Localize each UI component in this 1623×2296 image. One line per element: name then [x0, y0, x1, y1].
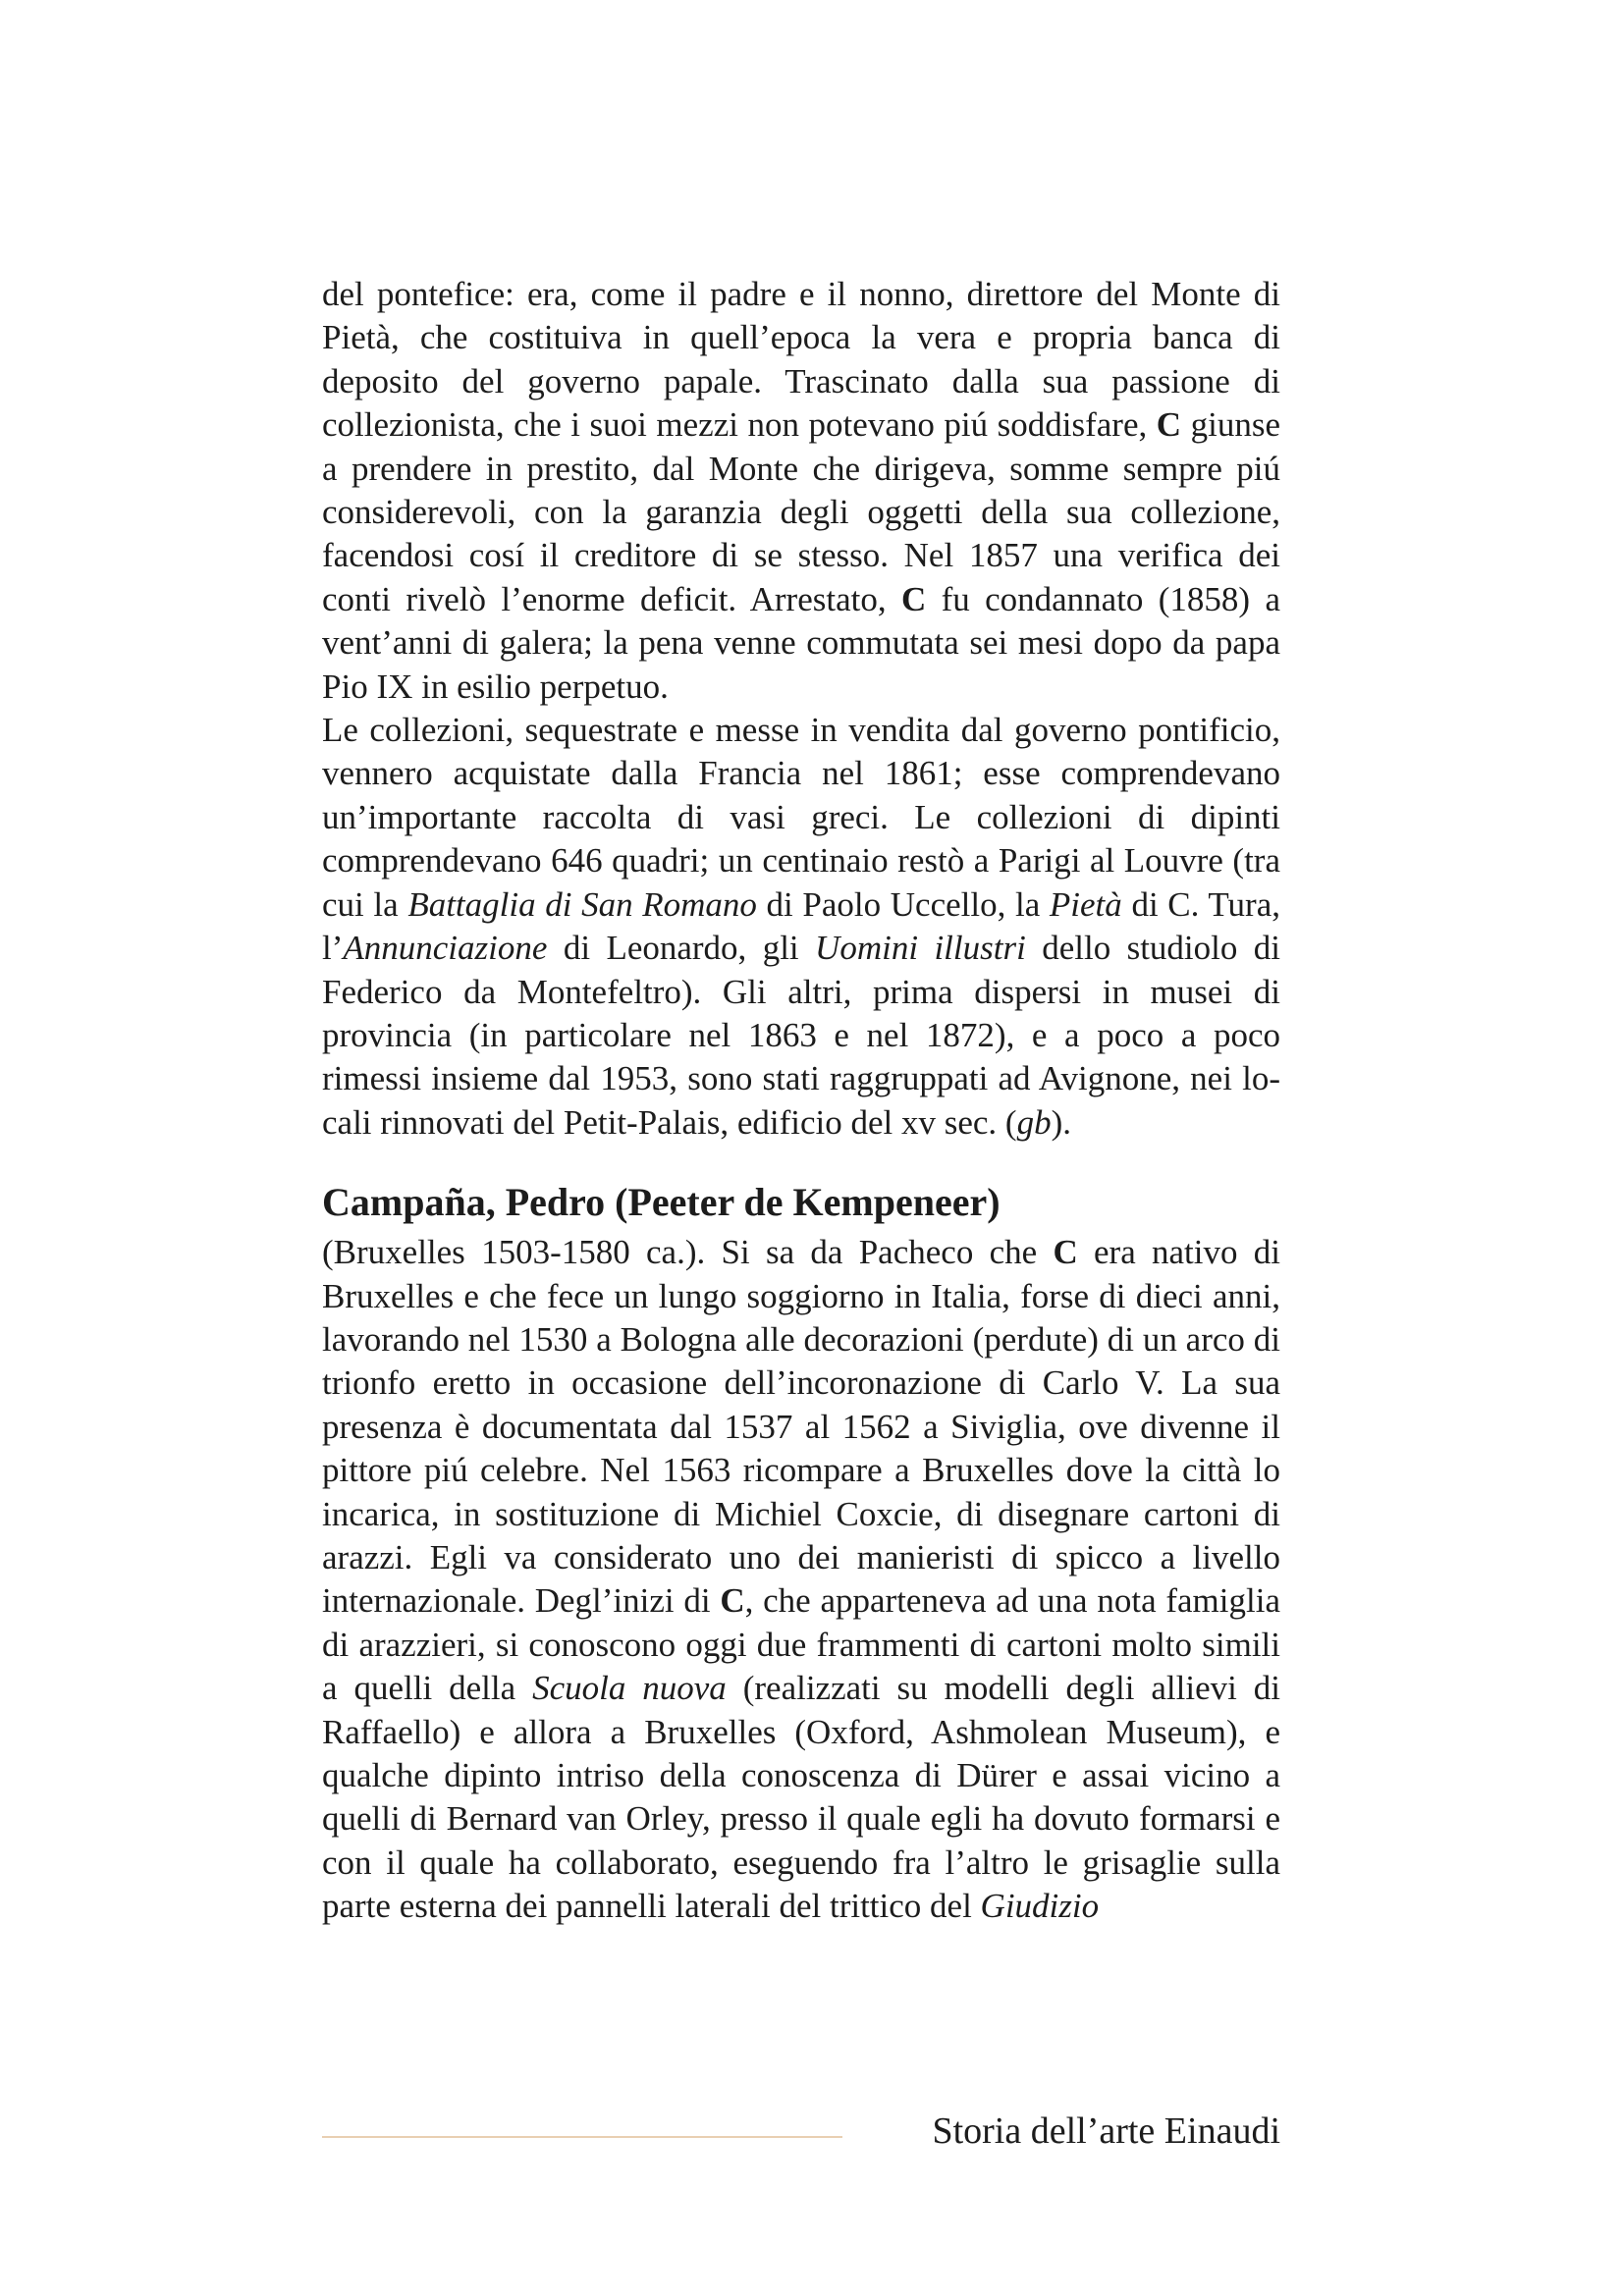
text-run: del pontefice: era, come il padre e il nonno, direttore del Monte di Pietà, che costituiva in quell’epoca la vera e propria banca di deposito del governo papale. Trascinato dalla sua passione di collezionista, che i suoi mezzi non potevano piú soddisfare, [322, 275, 1280, 445]
text-run: giunse a prendere in prestito, dal Monte che dirigeva, somme sempre piú considerevoli, con la garanzia degli oggetti della sua collezione, facendosi cosí il creditore di se stesso. Nel 1857 una verifica dei conti rivelò l’enorme deficit. Arrestato, [322, 405, 1280, 618]
text-run: , che apparteneva ad una nota famiglia di arazzieri, si conoscono oggi due frammenti di cartoni molto simili a quelli della [322, 1581, 1280, 1708]
page-footer [322, 2109, 1280, 2158]
text-run: era nativo di Bruxelles e che fece un lungo soggiorno in Italia, forse di dieci anni, lavorando nel 1530 a Bologna alle decorazioni (perdute) di un arco di trionfo eretto in occasione dell’incoronazione di Carlo V. La sua presenza è documentata dal 1537 al 1562 a Siviglia, ove divenne il pittore piú celebre. Nel 1563 ricompare a Bruxelles dove la città lo incarica, in sostituzione di Michiel Coxcie, di disegnare cartoni di arazzi. Egli va considerato uno dei manieristi di spicco a livello internazionale. Degl’inizi di [322, 1233, 1280, 1621]
paragraph-campana-entry [322, 1231, 1280, 1929]
italic-run: Scuola nuova [532, 1669, 727, 1708]
paragraph-continuation [322, 273, 1280, 709]
paragraph-collections [322, 709, 1280, 1145]
italic-run: Pietà [1049, 884, 1122, 924]
text-run: di Leonardo, gli [547, 929, 816, 968]
text-run: ). [1051, 1102, 1071, 1142]
italic-run: Annunciazione [343, 929, 548, 968]
bold-run: C [1053, 1233, 1078, 1272]
text-run: di C. Tura, l’ [322, 884, 1281, 968]
text-run: Le collezioni, sequestrate e messe in vendita dal governo pontificio, vennero acquistate dalla Francia nel 1861; esse comprendevano un’importante raccolta di vasi greci. Le collezioni di dipinti comprendevano 646 quadri; un centinaio restò a Parigi al Louvre (tra cui la [322, 711, 1280, 924]
text-column [322, 273, 1280, 1929]
bold-run: C [720, 1581, 745, 1621]
italic-run: Giudizio [980, 1887, 1100, 1926]
text-run: (Bruxelles 1503-1580 ca.). Si sa da Pacheco che [322, 1233, 1054, 1272]
footer-rule [322, 2136, 842, 2138]
footer-title: Storia dell’arte Einaudi [932, 2110, 1280, 2152]
text-run: dello studiolo di Federico da Montefeltro). Gli altri, prima dispersi in musei di provincia (in particolare nel 1863 e nel 1872), e a poco a poco rimessi insieme dal 1953, sono stati raggruppati ad Avignone, nei locali rinnovati del Petit-Palais, edificio del xv sec. ( [322, 929, 1281, 1142]
bold-run: C [1156, 405, 1182, 445]
entry-heading: Campaña, Pedro (Peeter de Kempeneer) [322, 1180, 1001, 1225]
italic-run: gb [1016, 1102, 1052, 1142]
italic-run: Uomini illustri [815, 929, 1026, 968]
bold-run: C [900, 579, 927, 618]
italic-run: Battaglia di San Romano [407, 884, 757, 924]
text-run: fu condannato (1858) a vent’anni di galera; la pena venne commutata sei mesi dopo da papa Pio IX in esilio perpetuo. [322, 579, 1280, 706]
text-run: di Paolo Uccello, la [756, 884, 1050, 924]
text-run: (realizzati su modelli degli allievi di Raffaello) e allora a Bruxelles (Oxford, Ashmolean Museum), e qualche dipinto intriso della conoscenza di Dürer e assai vicino a quelli di Bernard van Orley, presso il quale egli ha dovuto formarsi e con il quale ha collaborato, eseguendo fra l’altro le grisaglie sulla parte esterna dei pannelli laterali del trittico del [322, 1669, 1280, 1926]
